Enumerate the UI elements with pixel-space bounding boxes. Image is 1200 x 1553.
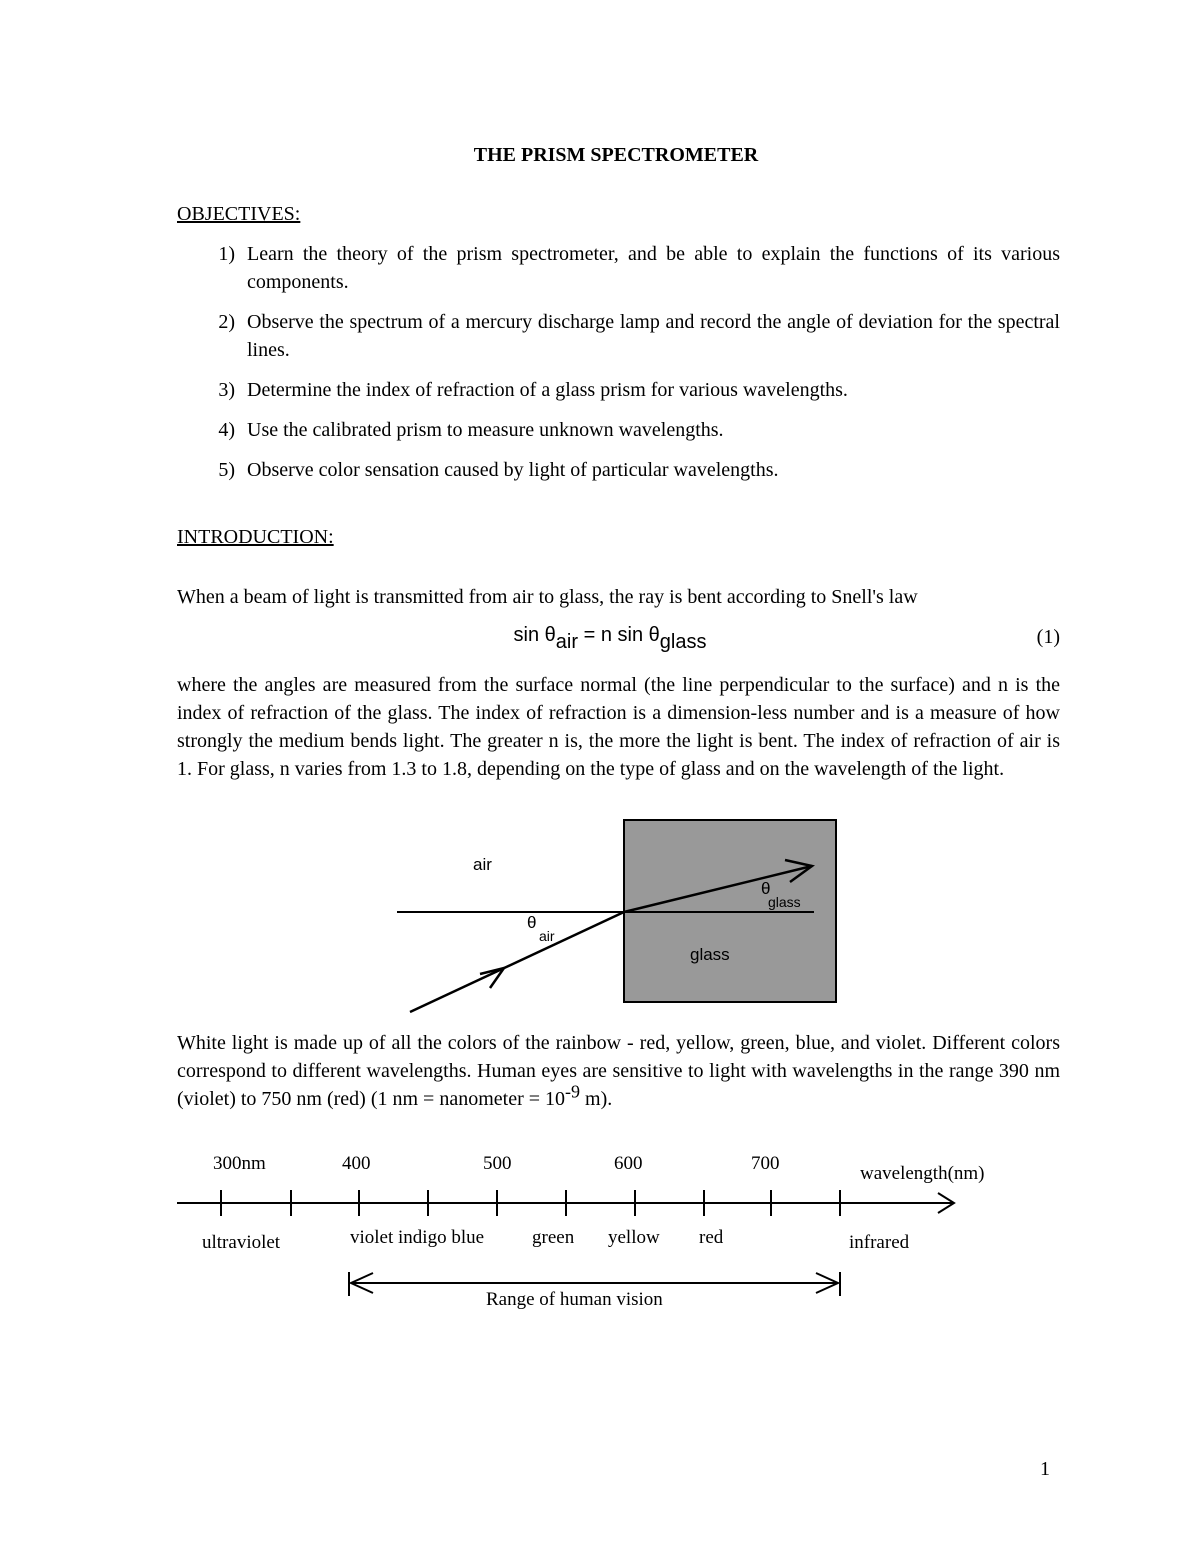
objective-text: Observe the spectrum of a mercury discharge lamp and record the angle of deviation for the spectral lines. — [247, 311, 1060, 361]
region-infrared: infrared — [849, 1232, 910, 1253]
objective-text: Determine the index of refraction of a glass prism for various wavelengths. — [247, 379, 848, 401]
region-green: green — [532, 1227, 575, 1248]
region-ultraviolet: ultraviolet — [202, 1232, 281, 1253]
exponent: -9 — [565, 1081, 581, 1102]
objective-text: Learn the theory of the prism spectrometer, and be able to explain the functions of its various components. — [247, 243, 1060, 293]
objective-number: 1) — [218, 243, 235, 265]
tick-label-700: 700 — [751, 1153, 780, 1174]
objective-text: Observe color sensation caused by light of particular wavelengths. — [247, 459, 779, 481]
region-red: red — [699, 1227, 724, 1248]
tick-label-400: 400 — [342, 1153, 371, 1174]
intro-paragraph-1: When a beam of light is transmitted from air to glass, the ray is bent according to Snell's law — [177, 586, 918, 608]
equation-sub-air: air — [555, 631, 579, 653]
range-label: Range of human vision — [486, 1289, 663, 1310]
objectives-heading: OBJECTIVES: — [177, 203, 301, 225]
theta-air-symbol: θ — [527, 913, 537, 932]
paragraph-3-text: White light is made up of all the colors of the rainbow - red, yellow, green, blue, and violet. Different colors correspond to different wavelengths. Human eyes are sensitive to light with wavelengths in the range 390 nm (violet) to 750 nm (red) (1 nm = nanometer = 10 — [177, 1032, 1060, 1110]
intro-paragraph-2: where the angles are measured from the surface normal (the line perpendicular to the surface) and n is the index of refraction of the glass. The index of refraction is a dimension-less number and is a measure of how strongly the medium bends light. The greater n is, the more the light is bent. The index of refraction of air is 1. For glass, n varies from 1.3 to 1.8, depending on the type of glass and on the wavelength of the light. — [177, 674, 1060, 780]
equation-number: (1) — [1036, 626, 1060, 648]
theta-glass-symbol: θ — [761, 879, 771, 898]
tick-label-600: 600 — [614, 1153, 643, 1174]
region-yellow: yellow — [608, 1227, 660, 1248]
equation-sin-theta: sin θ — [513, 624, 556, 646]
paragraph-3-end: m). — [580, 1088, 613, 1110]
equation-middle: = n sin θ — [578, 624, 660, 646]
objective-text: Use the calibrated prism to measure unknown wavelengths. — [247, 419, 724, 441]
page-title: THE PRISM SPECTROMETER — [473, 144, 759, 166]
label-air: air — [473, 855, 492, 874]
tick-label-300: 300nm — [213, 1153, 266, 1174]
objective-number: 3) — [218, 379, 235, 401]
equation-sub-glass: glass — [659, 631, 707, 653]
objective-number: 2) — [218, 311, 235, 333]
theta-glass-subscript: glass — [768, 894, 801, 910]
tick-label-500: 500 — [483, 1153, 512, 1174]
page-number: 1 — [1040, 1458, 1050, 1480]
objective-number: 5) — [218, 459, 235, 481]
region-violet-indigo-blue: violet indigo blue — [350, 1227, 485, 1248]
introduction-heading: INTRODUCTION: — [177, 526, 334, 548]
theta-air-subscript: air — [539, 928, 555, 944]
label-glass: glass — [690, 945, 730, 964]
axis-label-wavelength: wavelength(nm) — [860, 1163, 985, 1184]
objective-number: 4) — [218, 419, 235, 441]
